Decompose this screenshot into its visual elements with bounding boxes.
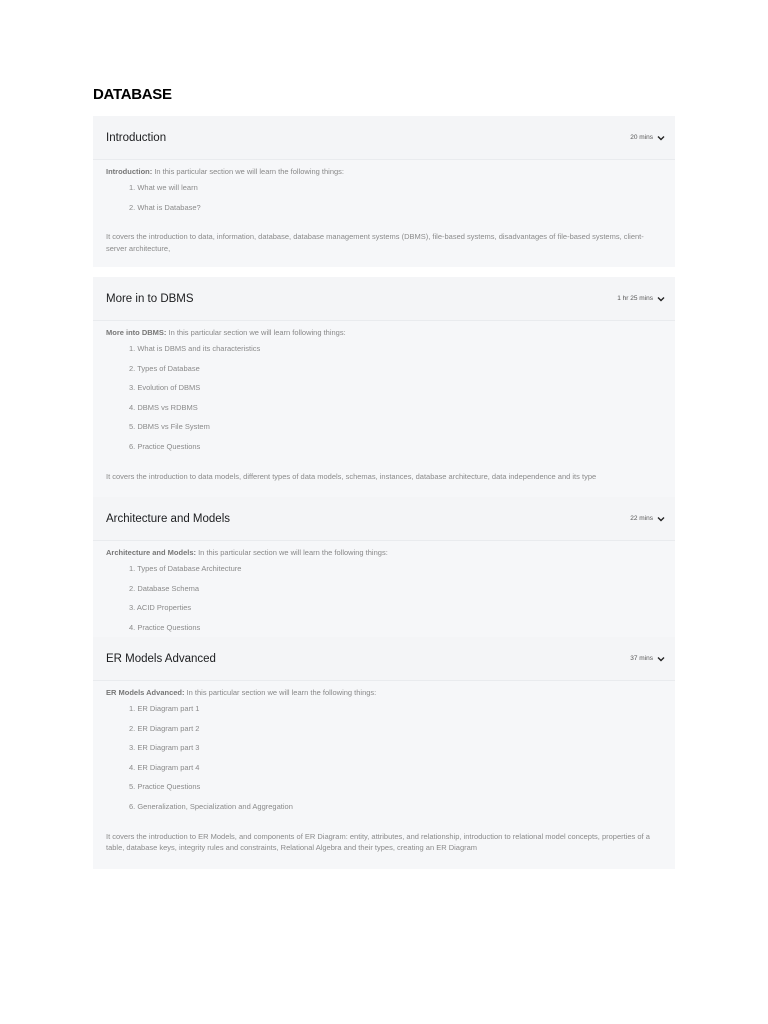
list-item: 3. ER Diagram part 3 xyxy=(129,743,200,753)
list-item: 5. Practice Questions xyxy=(129,782,201,792)
topic-list xyxy=(129,343,662,461)
list-item: 2. Database Schema xyxy=(129,583,200,593)
chevron-down-icon[interactable] xyxy=(657,135,665,141)
section-intro-text: In this particular section we will learn the following things: xyxy=(184,688,377,697)
list-item: 1. Types of Database Architecture xyxy=(129,564,242,573)
section-description: It covers the introduction to data models, different types of data models, schemas, instances, database architecture, data independence and its type xyxy=(106,471,597,481)
section-title: Introduction xyxy=(106,131,167,144)
list-item: 4. Practice Questions xyxy=(129,622,201,632)
section-header[interactable] xyxy=(93,637,675,681)
section-intro-label: ER Models Advanced: xyxy=(106,688,185,697)
page-title: DATABASE xyxy=(93,86,172,103)
list-item: 2. ER Diagram part 2 xyxy=(129,723,200,733)
list-item: 1. ER Diagram part 1 xyxy=(129,704,200,713)
section-intro-label: Architecture and Models: xyxy=(106,548,197,557)
section-meta xyxy=(617,295,665,302)
section-description: It covers the introduction to ER Models, and components of ER Diagram: entity, attributes, and relationship, introduction to relational model concepts, properties of a table, database keys, integrity rules and constraints, Relational Algebra and their types, creating an ER Diagram xyxy=(106,831,650,853)
section-body xyxy=(93,321,675,490)
section-duration: 1 hr 25 mins xyxy=(617,295,653,302)
list-item: 6. Practice Questions xyxy=(129,441,201,451)
section-duration: 20 mins xyxy=(630,134,653,141)
section-title: Architecture and Models xyxy=(106,512,231,525)
section-intro-label: More into DBMS: xyxy=(106,328,167,337)
list-item: 2. What is Database? xyxy=(129,202,201,212)
section-intro-text: In this particular section we will learn the following things: xyxy=(196,548,388,557)
section-intro-label: Introduction: xyxy=(106,167,153,176)
section-duration: 37 mins xyxy=(630,655,653,662)
list-item: 4. DBMS vs RDBMS xyxy=(129,402,198,412)
section-intro xyxy=(106,166,662,178)
section-meta xyxy=(630,134,665,141)
section-body xyxy=(93,160,675,262)
section-intro xyxy=(106,547,662,559)
topic-list xyxy=(129,703,662,821)
section-architecture-and-models xyxy=(93,497,675,637)
section-title: ER Models Advanced xyxy=(106,652,216,665)
list-item: 6. Generalization, Specialization and Aggregation xyxy=(129,801,293,811)
chevron-down-icon[interactable] xyxy=(657,516,665,522)
section-description: It covers the introduction to data, information, database, database management systems (DBMS), file-based systems, disadvantages of file-based systems, client-server architecture, xyxy=(106,232,644,253)
section-header[interactable] xyxy=(93,497,675,541)
list-item: 4. ER Diagram part 4 xyxy=(129,762,200,772)
section-intro xyxy=(106,687,662,699)
topic-list xyxy=(129,563,662,641)
list-item: 3. Evolution of DBMS xyxy=(129,383,201,393)
section-meta xyxy=(630,515,665,522)
section-body xyxy=(93,681,675,862)
chevron-down-icon[interactable] xyxy=(657,296,665,302)
chevron-down-icon[interactable] xyxy=(657,656,665,662)
section-header[interactable] xyxy=(93,116,675,160)
list-item: 1. What we will learn xyxy=(129,183,198,192)
list-item: 3. ACID Properties xyxy=(129,603,192,613)
section-duration: 22 mins xyxy=(630,515,653,522)
section-intro-text: In this particular section we will learn the following things: xyxy=(152,167,345,176)
list-item: 5. DBMS vs File System xyxy=(129,422,210,432)
section-title: More in to DBMS xyxy=(106,292,194,305)
section-er-models-advanced xyxy=(93,637,675,869)
section-intro-text: In this particular section we will learn following things: xyxy=(166,328,346,337)
list-item: 2. Types of Database xyxy=(129,363,200,373)
section-more-in-to-dbms xyxy=(93,277,675,499)
list-item: 1. What is DBMS and its characteristics xyxy=(129,344,261,353)
section-intro xyxy=(106,327,662,339)
section-body xyxy=(93,541,675,649)
section-introduction xyxy=(93,116,675,267)
topic-list xyxy=(129,182,662,221)
section-header[interactable] xyxy=(93,277,675,321)
section-meta xyxy=(630,655,665,662)
